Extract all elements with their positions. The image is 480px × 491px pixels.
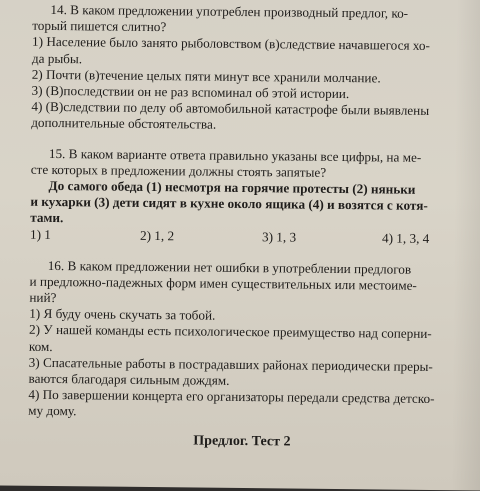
q15-prompt-line1: 15. В каком варианте ответа правильно указаны все цифры, на ме- [48,145,422,165]
q15-sentence-line3: тами. [30,210,64,226]
q16-option-2: 2) У нашей команды есть психологическое преимущество над соперни- [28,322,432,342]
q16-prompt-line1: 16. В каком предложении нет ошибки в употреблении предлогов [47,257,412,277]
q15-prompt-line2: сте которых в предложении должны стоять запятые? [30,161,327,180]
q16-option-1: 1) Я буду очень скучать за тобой. [29,306,216,323]
page-content [28,2,472,424]
q16-option-3-cont: ваются благодаря сильным дождям. [28,370,230,388]
section-heading: Предлог. Тест 2 [193,433,291,450]
q14-option-4-cont: дополнительные обстоятельства. [31,115,217,133]
q14-option-2: 2) Почти (в)течение целых пяти минут все хранили молчание. [31,66,381,86]
question-15 [30,145,471,248]
q16-option-2-cont: ком. [28,338,53,354]
q15-sentence-line2: и кухарки (3) дети сидят в кухне около ящика (4) и возятся с котя- [30,193,428,214]
q15-answer-2: 2) 1, 2 [139,227,175,243]
q15-sentence-line1: До самого обеда (1) несмотря на горячие протесты (2) няньки [48,177,416,197]
q14-option-1: 1) Население было занято рыболовством (в)следствие начавшегося хо- [32,34,431,54]
q14-option-3: 3) (В)последствии он не раз вспоминал об этой истории. [31,82,350,102]
question-14 [31,2,472,136]
q16-option-4-cont: му дому. [28,403,77,419]
question-16 [28,257,470,424]
q14-option-1-cont: да рыбы. [31,50,83,66]
q15-answer-3: 3) 1, 3 [261,228,297,245]
q16-option-4: 4) По завершении концерта его организаторы передали средства детско- [28,387,435,407]
q16-option-3: 3) Спасательные работы в пострадавших районах периодически преры- [28,354,433,374]
q15-answer-1: 1) 1 [29,226,52,242]
q16-prompt-line2: и предложно-падежных форм имен существительных или местоиме- [29,273,417,293]
q14-prompt-line1: 14. В каком предложении употреблен производный предлог, ко- [50,1,409,21]
q14-prompt-line2: торый пишется слитно? [32,17,167,35]
q16-prompt-line3: ний? [29,289,57,306]
q14-option-4: 4) (В)следствии по делу об автомобильной катастрофе были выявлены [31,98,430,119]
q15-answer-4: 4) 1, 3, 4 [381,230,430,246]
